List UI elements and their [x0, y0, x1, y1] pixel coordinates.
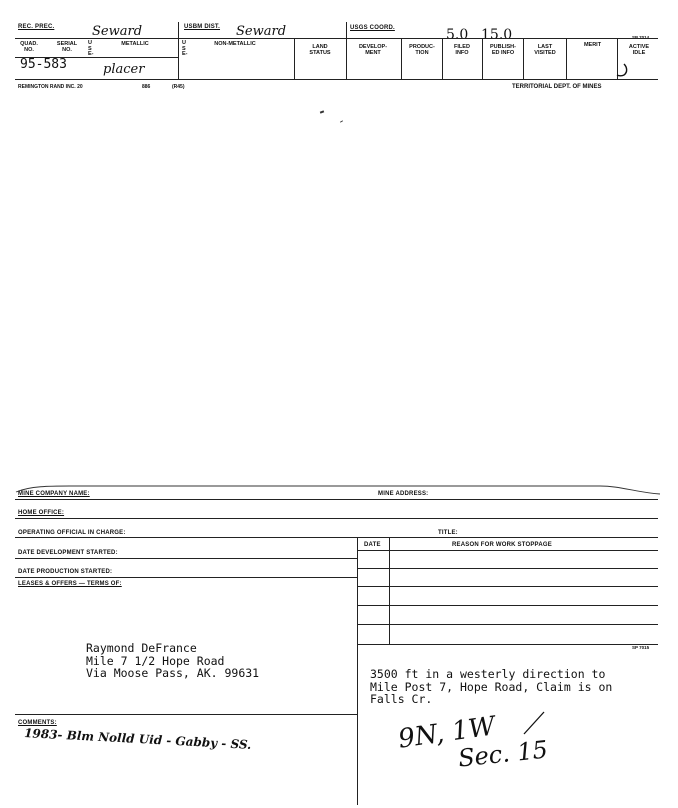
number-value: 95-583	[20, 57, 67, 72]
quad-label: QUAD.	[20, 41, 38, 47]
date-development-started-label: DATE DEVELOPMENT STARTED:	[18, 550, 118, 556]
production-label: PRODUC- TION	[409, 44, 435, 56]
serial-no-suffix: NO.	[62, 47, 72, 53]
filed-info-label: FILED INFO	[454, 44, 470, 56]
last-visited-label: LAST VISITED	[534, 44, 556, 56]
active-idle-label: ACTIVE IDLE	[628, 44, 650, 56]
comments-label: COMMENTS:	[18, 720, 57, 726]
use-letters-right: U S E-	[182, 40, 188, 57]
owner-address: Raymond DeFrance Mile 7 1/2 Hope Road Via Moose Pass, AK. 99631	[86, 641, 260, 680]
metallic-label: METALLIC	[121, 41, 149, 47]
stray-mark	[320, 110, 324, 113]
usgs-coord-value-1: 5.0	[446, 27, 469, 43]
home-office-label: HOME OFFICE:	[18, 510, 65, 516]
printer-line: REMINGTON RAND INC. 20	[18, 84, 83, 90]
slash-mark	[520, 708, 550, 738]
quad-no-suffix: NO.	[24, 47, 34, 53]
comments-value: 1983- Blm Nolld Uid - Gabby - SS.	[23, 726, 252, 752]
serial-label: SERIAL	[56, 41, 78, 47]
form-number-top: SP 7014	[632, 35, 650, 40]
stray-mark	[340, 120, 343, 122]
bottom-card	[0, 470, 678, 808]
merit-label: MERIT	[583, 42, 602, 48]
rec-prec-label: REC. PREC.	[18, 24, 55, 30]
title-label: TITLE:	[438, 530, 458, 536]
card-edge-curve	[10, 474, 670, 496]
section-note: Sec. 15	[456, 735, 550, 773]
serial-no-label	[52, 41, 82, 53]
land-status-label: LAND STATUS	[309, 44, 331, 56]
usbm-dist-label: USBM DIST.	[184, 24, 221, 30]
department-label: TERRITORIAL DEPT. OF MINES	[512, 84, 602, 90]
top-card	[0, 0, 678, 100]
rec-prec-value: Seward	[92, 24, 143, 39]
published-info-label: PUBLISH- ED INFO	[490, 44, 516, 56]
form-number-bottom: SP 7015	[632, 645, 650, 650]
printer-code-2: (R45)	[172, 84, 185, 90]
printer-code: 886	[142, 84, 151, 90]
operating-official-label: OPERATING OFFICIAL IN CHARGE:	[18, 530, 126, 536]
date-column-label: DATE	[364, 542, 381, 548]
use-letters-left: U S E-	[88, 40, 94, 57]
township-note: 9N, 1W	[396, 711, 498, 755]
usgs-coord-value-2: 15.0	[481, 27, 513, 43]
location-note: 3500 ft in a westerly direction to Mile Post 7, Hope Road, Claim is on Falls Cr.	[370, 667, 613, 706]
mine-address-label: MINE ADDRESS:	[378, 491, 429, 497]
leases-offers-label: LEASES & OFFERS — TERMS OF:	[18, 581, 122, 587]
quad-no-label	[18, 41, 40, 53]
non-metallic-label: NON-METALLIC	[214, 41, 256, 47]
usgs-coord-label: USGS COORD.	[350, 25, 395, 31]
checkmark-icon	[616, 63, 630, 79]
usbm-dist-value: Seward	[236, 24, 287, 39]
date-production-started-label: DATE PRODUCTION STARTED:	[18, 569, 113, 575]
reason-column-label: REASON FOR WORK STOPPAGE	[452, 542, 552, 548]
commodity-value: placer	[103, 62, 145, 77]
development-label: DEVELOP- MENT	[358, 44, 388, 56]
mine-company-label: MINE COMPANY NAME:	[18, 491, 90, 497]
